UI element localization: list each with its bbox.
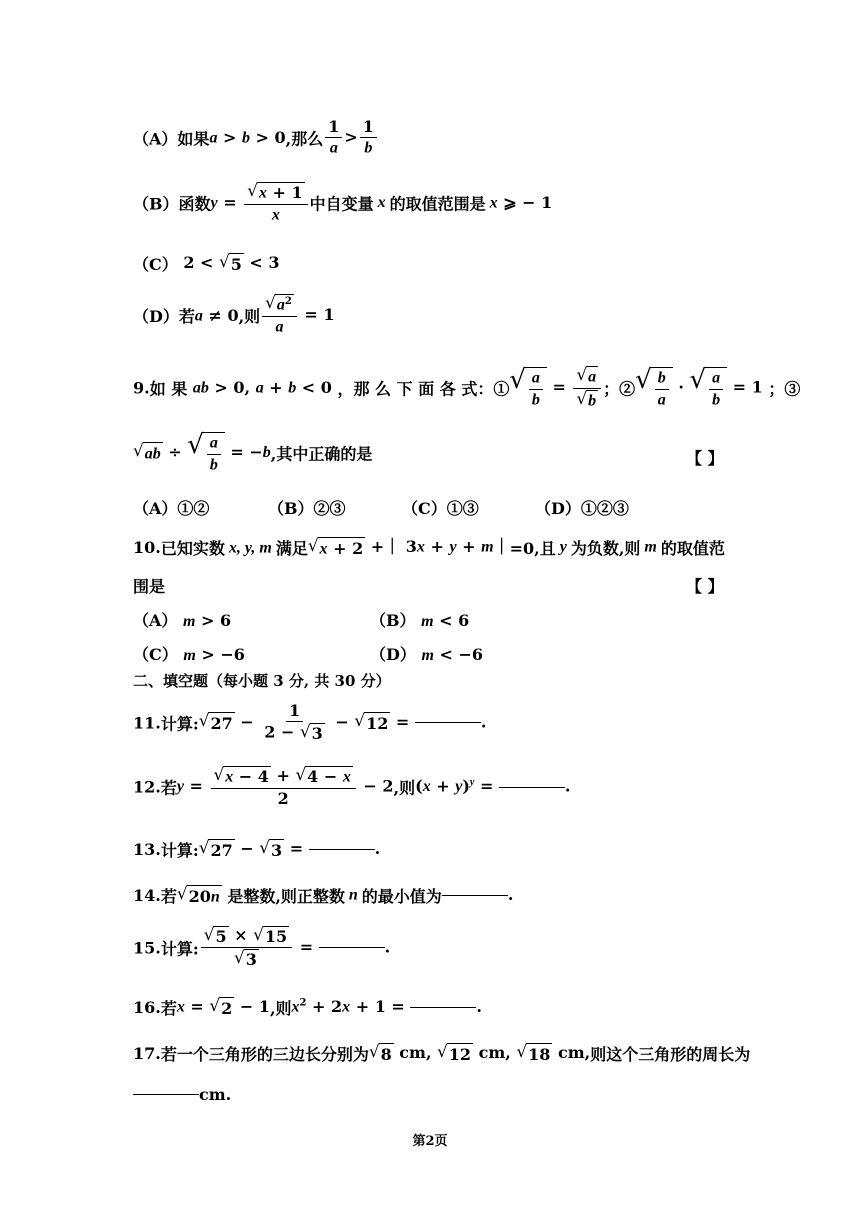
question-14-lead: 若 — [160, 887, 177, 906]
question-12-number: 12. — [133, 777, 161, 797]
option-b-text-mid2: 的取值范围是 — [389, 194, 486, 214]
section-2-title: 二、填空题（每小题 3 分, 共 30 分） — [133, 672, 391, 690]
question-10-stem-1: 已知实数 — [160, 539, 225, 558]
question-15-answer-blank[interactable] — [319, 947, 385, 948]
question-12-lead: 若 — [160, 778, 177, 798]
fraction-sqrt-a2-over-a: √ $a^2$ a — [262, 294, 297, 337]
option-a-text-mid: ,那么 — [285, 129, 324, 149]
question-16-number: 16. — [133, 998, 161, 1017]
fraction-1-over-a: $\frac{1}{a}$ — [325, 118, 342, 158]
question-13-line: 13.计算: √ 27 − √ 3 = . — [133, 837, 381, 860]
option-a-formula: a > b > 0 — [209, 128, 286, 148]
question-10-stem-5: 的取值范 — [660, 539, 725, 558]
question-17-unit: cm. — [199, 1085, 232, 1104]
question-9-option-d: （D）①②③ — [535, 499, 629, 518]
question-9-sep-2: ；② — [603, 379, 636, 399]
question-10-stem-4: 为负数,则 — [570, 539, 641, 558]
option-d-label: （D） — [133, 306, 179, 326]
option-b-label: （B） — [133, 194, 179, 214]
question-14-mid: 是整数,则正整数 — [227, 887, 345, 906]
question-13-answer-blank[interactable] — [309, 849, 375, 850]
question-9-option-a: （A）①② — [133, 499, 210, 518]
question-11-number: 11. — [133, 713, 161, 733]
question-9-sep-3: ；③ — [768, 379, 801, 399]
question-17-lead: 若一个三角形的三边长分别为 — [160, 1045, 369, 1064]
question-9-option-b: （B）②③ — [268, 499, 346, 518]
question-10-stem-3: =0,且 — [509, 539, 556, 558]
option-c-formula: 2 < √ 5 < 3 — [177, 251, 280, 274]
option-a-line: （A）如果a > b > 0,那么 $\frac{1}{a}$ > $\frac{1}{b}$ — [133, 118, 379, 158]
question-9-line-2: √ ab ÷ √ $\frac{a}{b}$ = −b,其中正确的是 — [133, 430, 373, 473]
option-d-line: （D）若a ≠ 0,则 √ $a^2$ a = 1 — [133, 292, 335, 336]
question-9-stem-1: 如 果 — [149, 379, 188, 399]
question-10-option-a: （A） m > 6 — [133, 611, 232, 630]
question-14-end: 的最小值为 — [361, 887, 442, 906]
question-14-number: 14. — [133, 886, 161, 905]
question-17-line-1: 17.若一个三角形的三边长分别为 √ 8 cm, √ 12 cm, √ 18 cm,则这个三角形的周长为 — [133, 1041, 751, 1064]
question-10-answer-bracket: 【 】 — [686, 577, 724, 596]
question-9-answer-bracket: 【 】 — [686, 449, 724, 468]
option-d-text-mid: ,则 — [238, 306, 261, 326]
question-15-number: 15. — [133, 938, 161, 958]
question-17-number: 17. — [133, 1044, 161, 1063]
option-b-formula: y = — [210, 193, 243, 213]
question-15-line: 15.计算: √ 5 × √ 15 √ 3 = . — [133, 924, 391, 970]
question-10-option-d: （D） m < −6 — [370, 645, 484, 664]
question-14-answer-blank[interactable] — [442, 895, 508, 896]
question-10-option-c: （C） m > −6 — [133, 645, 245, 664]
option-b-text-mid: 中自变量 — [309, 194, 374, 214]
option-d-text: 若 — [178, 306, 195, 326]
question-10-line-2: 围是 — [133, 577, 166, 596]
option-a-label: （A） — [133, 129, 178, 149]
question-12-answer-blank[interactable] — [499, 787, 565, 788]
question-10-line-1: 10.已知实数 x, y, m 满足 √ x + 2 +｜ 3x + y + m｜=0,且 y 为负数,则 m 的取值范 — [133, 534, 725, 558]
option-b-text: 函数 — [178, 194, 211, 214]
question-9-stem-end: ,其中正确的是 — [270, 444, 373, 464]
option-c-line — [133, 252, 280, 275]
question-11-lead: 计算: — [160, 714, 199, 734]
question-17-answer-blank[interactable] — [133, 1094, 199, 1095]
question-9-line-1: 9.如 果 ab > 0, a + b < 0 ，那 么 下 面 各 式：① √ $\frac{a}{b}$ = √ a √ b ；② √ $\frac{b}{a}$ · √ $\frac{a}{b}$ = 1 ；③ — [133, 364, 801, 409]
question-10-option-b: （B） m < 6 — [370, 611, 470, 630]
question-16-line: 16.若x = √ 2 − 1,则$x^2 + 2x + 1$ = . — [133, 995, 482, 1018]
question-14-line: 14.若 √ 20n 是整数,则正整数 n 的最小值为 . — [133, 882, 514, 906]
option-c-label: （C） — [133, 255, 178, 274]
question-9-stem-2: ，那 么 下 面 各 式：① — [337, 379, 510, 399]
fraction-1-over-b: $\frac{1}{b}$ — [360, 118, 377, 158]
question-11-answer-blank[interactable] — [415, 722, 481, 723]
question-11-line: 11.计算: √ 27 − 1 2 − √ 3 − √ 12 = . — [133, 701, 487, 744]
question-16-lead: 若 — [160, 999, 177, 1018]
question-12-line: 12.若y = √ x − 4 + √ 4 − x 2 − 2,则$(x + y)^y$ = . — [133, 764, 571, 808]
page-number: 第2页 — [412, 1134, 448, 1149]
question-12-mid: ,则 — [393, 778, 416, 798]
question-13-lead: 计算: — [160, 841, 199, 860]
fraction-sqrt-x-plus-1-over-x: √ x + 1 x — [244, 182, 307, 224]
question-16-answer-blank[interactable] — [410, 1007, 476, 1008]
question-17-line-2 — [133, 1084, 231, 1104]
question-9-number: 9. — [133, 378, 150, 398]
question-10-stem-2: 满足 — [275, 539, 308, 558]
option-a-text: 如果 — [177, 129, 210, 149]
option-b-line: （B）函数y = √ x + 1 x 中自变量 x 的取值范围是 x ⩾ − 1 — [133, 180, 553, 223]
question-15-lead: 计算: — [160, 939, 199, 959]
question-13-number: 13. — [133, 840, 161, 859]
question-10-number: 10. — [133, 538, 161, 557]
question-17-end: 则这个三角形的周长为 — [590, 1045, 751, 1064]
question-9-option-c: （C）①③ — [402, 499, 479, 518]
question-16-mid: ,则 — [269, 999, 292, 1018]
